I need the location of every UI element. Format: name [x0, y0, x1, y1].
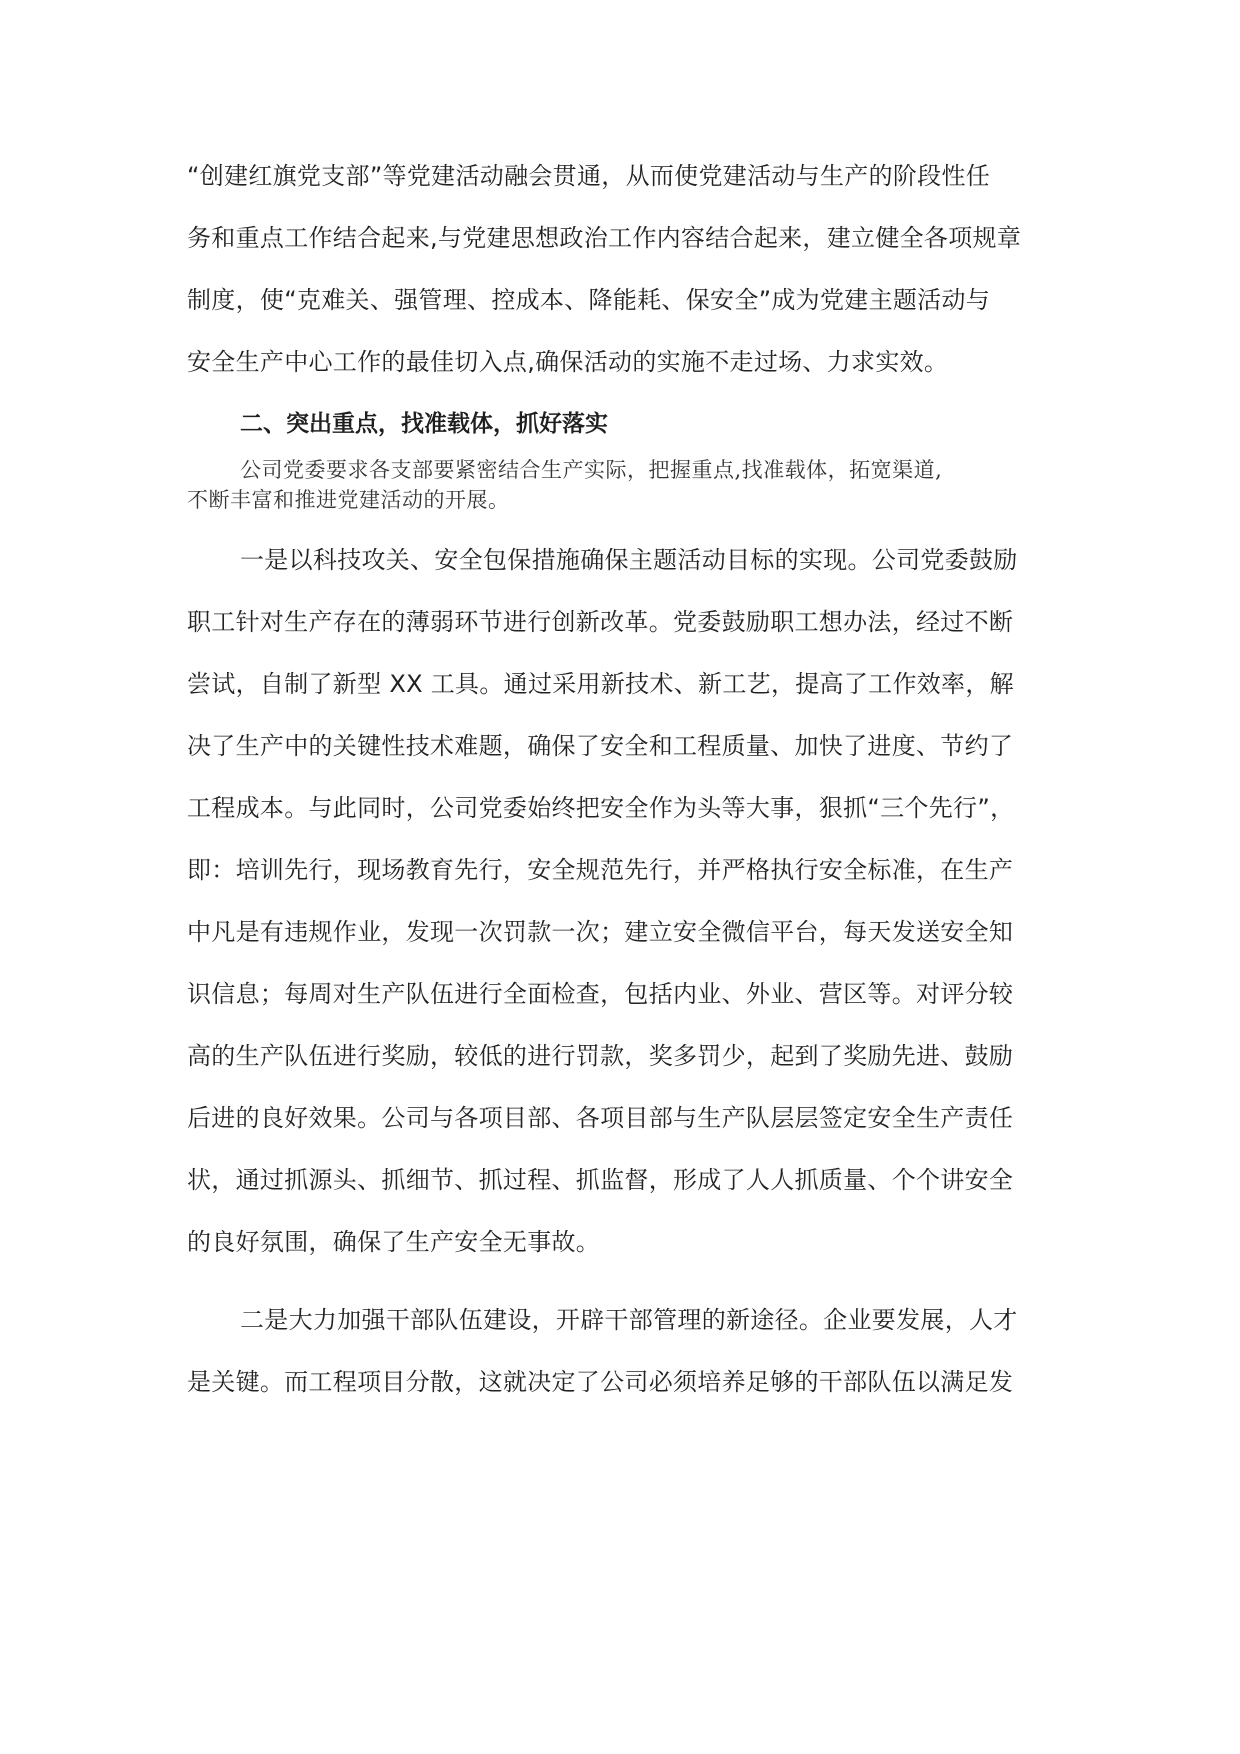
- text-line: 工程成本。与此同时，公司党委始终把安全作为头等大事，狠抓“三个先行”，: [187, 794, 1015, 822]
- text-line: 务和重点工作结合起来,与党建思想政治工作内容结合起来，建立健全各项规章: [187, 224, 1022, 252]
- text-line: 安全生产中心工作的最佳切入点,确保活动的实施不走过场、力求实效。: [187, 348, 949, 376]
- text-line: 中凡是有违规作业，发现一次罚款一次；建立安全微信平台，每天发送安全知: [187, 918, 1014, 946]
- text-line: 状，通过抓源头、抓细节、抓过程、抓监督，形成了人人抓质量、个个讲安全: [187, 1166, 1014, 1194]
- text-line: 后进的良好效果。公司与各项目部、各项目部与生产队层层签定安全生产责任: [187, 1104, 1014, 1132]
- text-line: 识信息；每周对生产队伍进行全面检查，包括内业、外业、营区等。对评分较: [187, 980, 1014, 1008]
- text-line: 即：培训先行，现场教育先行，安全规范先行，并严格执行安全标准，在生产: [187, 856, 1014, 884]
- text-line: “创建红旗党支部”等党建活动融会贯通，从而使党建活动与生产的阶段性任: [187, 162, 991, 190]
- text-line: 高的生产队伍进行奖励，较低的进行罚款，奖多罚少，起到了奖励先进、鼓励: [187, 1042, 1014, 1070]
- text-line: 职工针对生产存在的薄弱环节进行创新改革。党委鼓励职工想办法，经过不断: [187, 608, 1014, 636]
- section-heading: 二、突出重点，找准载体，抓好落实: [240, 410, 608, 437]
- text-line: 二是大力加强干部队伍建设，开辟干部管理的新途径。企业要发展，人才: [240, 1306, 1018, 1334]
- text-line: 的良好氛围，确保了生产安全无事故。: [187, 1228, 601, 1256]
- text-line: 一是以科技攻关、安全包保措施确保主题活动目标的实现。公司党委鼓励: [240, 546, 1018, 574]
- text-line: 是关键。而工程项目分散，这就决定了公司必须培养足够的干部队伍以满足发: [187, 1368, 1014, 1396]
- text-line: 尝试，自制了新型 XX 工具。通过采用新技术、新工艺，提高了工作效率，解: [187, 670, 1014, 698]
- text-line: 决了生产中的关键性技术难题，确保了安全和工程质量、加快了进度、节约了: [187, 732, 1014, 760]
- text-line: 公司党委要求各支部要紧密结合生产实际，把握重点,找准载体，拓宽渠道,: [240, 458, 943, 482]
- text-line: 制度，使“克难关、强管理、控成本、降能耗、保安全”成为党建主题活动与: [187, 286, 991, 314]
- text-line: 不断丰富和推进党建活动的开展。: [187, 488, 510, 512]
